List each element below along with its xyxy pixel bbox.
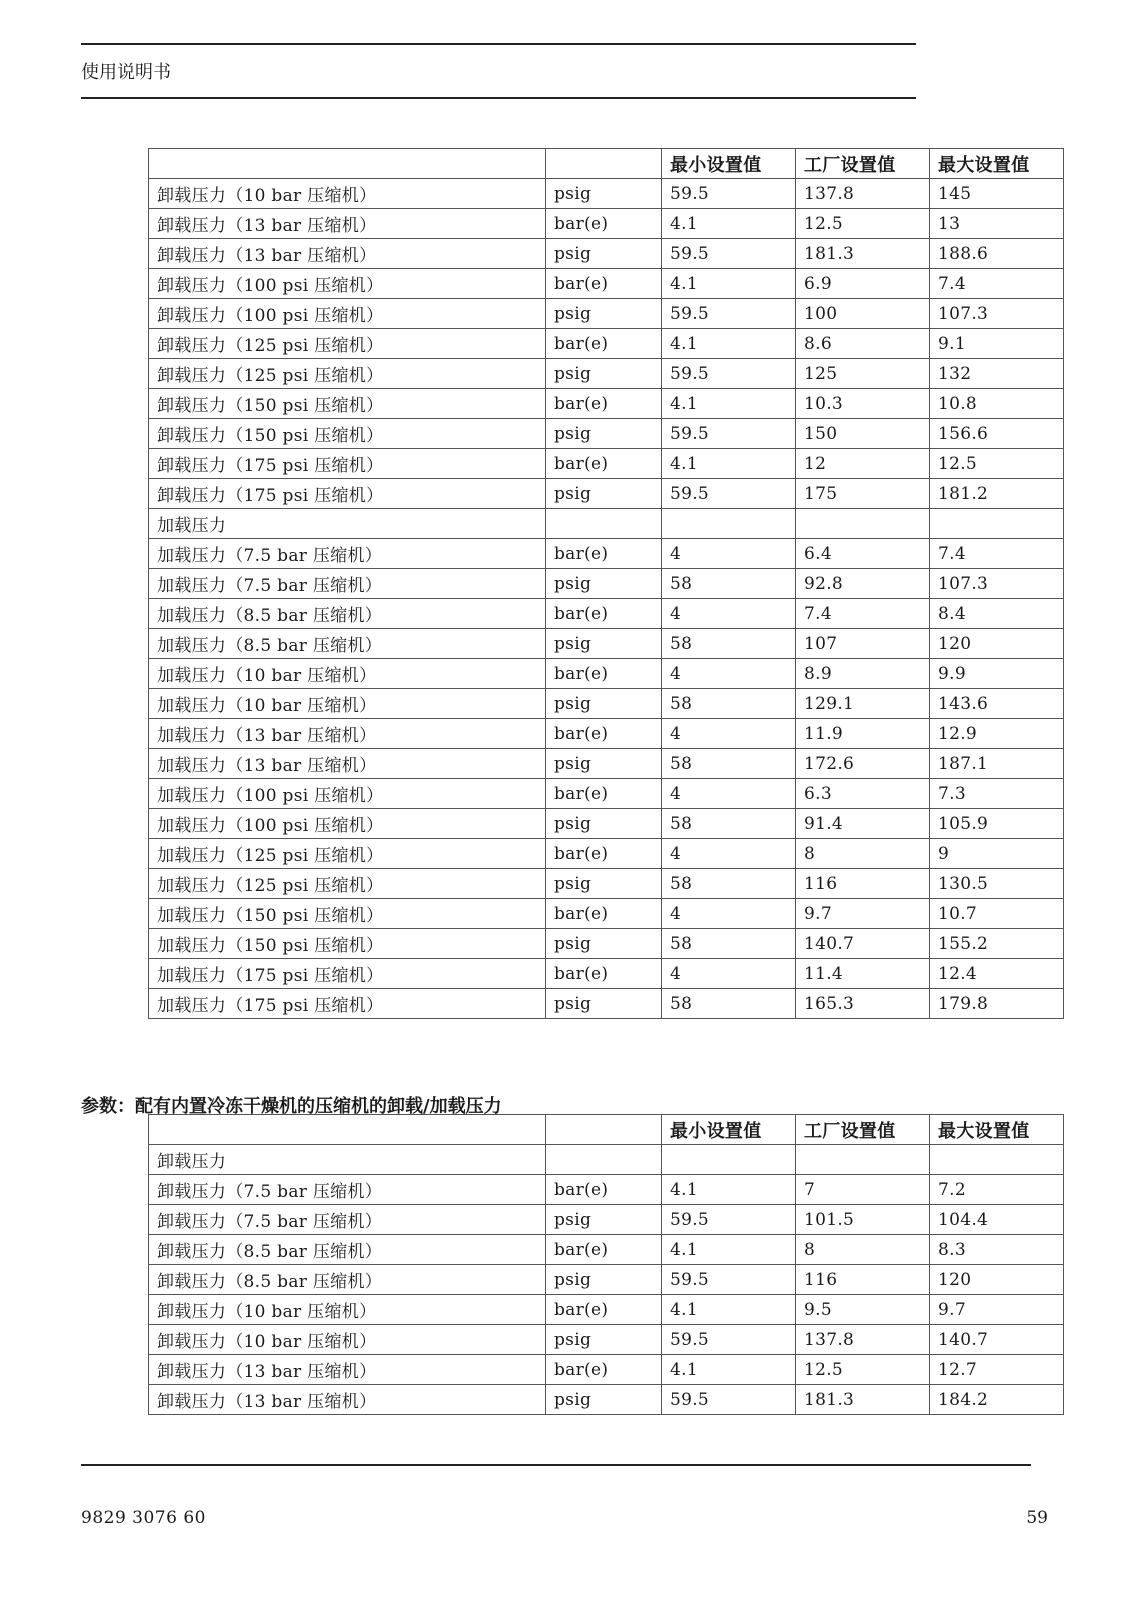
table-cell: psig [546, 1385, 662, 1415]
table-cell: 加载压力（100 psi 压缩机） [149, 809, 546, 839]
table-row [149, 1145, 1064, 1175]
table-cell [796, 1145, 930, 1175]
table-cell: 12.4 [930, 959, 1064, 989]
table-cell: 加载压力（8.5 bar 压缩机） [149, 599, 546, 629]
table-row [149, 1385, 1064, 1415]
table-cell: 4.1 [662, 1175, 796, 1205]
table-cell [930, 1145, 1064, 1175]
table-cell: 4 [662, 899, 796, 929]
table-cell: 9.1 [930, 329, 1064, 359]
table-cell: 58 [662, 929, 796, 959]
table-cell [662, 509, 796, 539]
table-cell: 107 [796, 629, 930, 659]
table-cell [796, 509, 930, 539]
table-cell: 12.5 [930, 449, 1064, 479]
table-cell: 4 [662, 659, 796, 689]
table-cell: 137.8 [796, 179, 930, 209]
table-cell: bar(e) [546, 209, 662, 239]
table-cell: 58 [662, 809, 796, 839]
table-cell: 卸载压力（100 psi 压缩机） [149, 269, 546, 299]
table-cell: 59.5 [662, 1265, 796, 1295]
table-cell: 8.6 [796, 329, 930, 359]
table-cell: bar(e) [546, 659, 662, 689]
table-row [149, 269, 1064, 299]
table-header-row [149, 149, 1064, 179]
table-cell: 7.2 [930, 1175, 1064, 1205]
table-cell: 8 [796, 839, 930, 869]
table-cell [662, 1145, 796, 1175]
table-cell: 130.5 [930, 869, 1064, 899]
table-cell: 加载压力（13 bar 压缩机） [149, 719, 546, 749]
table-cell: bar(e) [546, 599, 662, 629]
table-row [149, 719, 1064, 749]
table-cell: 卸载压力（10 bar 压缩机） [149, 1325, 546, 1355]
table-cell: 116 [796, 1265, 930, 1295]
table-cell: 卸载压力（7.5 bar 压缩机） [149, 1205, 546, 1235]
table-cell: bar(e) [546, 1355, 662, 1385]
table-row [149, 779, 1064, 809]
table-row [149, 569, 1064, 599]
table-cell: 12.9 [930, 719, 1064, 749]
table-cell: 188.6 [930, 239, 1064, 269]
table-cell: 卸载压力（150 psi 压缩机） [149, 389, 546, 419]
table-cell: 4 [662, 599, 796, 629]
table-cell: 4 [662, 539, 796, 569]
table-row [149, 359, 1064, 389]
table-cell: bar(e) [546, 1295, 662, 1325]
table-row [149, 1205, 1064, 1235]
table-cell: psig [546, 1205, 662, 1235]
unload-load-pressure-table [148, 148, 1064, 1019]
table-row [149, 1355, 1064, 1385]
table-cell: psig [546, 689, 662, 719]
table-cell: 58 [662, 869, 796, 899]
table-row [149, 599, 1064, 629]
table-cell [930, 509, 1064, 539]
table-cell: psig [546, 479, 662, 509]
table-cell: 7.4 [930, 539, 1064, 569]
column-header: 工厂设置值 [796, 1115, 930, 1145]
table-cell: 59.5 [662, 1205, 796, 1235]
table-cell: 132 [930, 359, 1064, 389]
table-cell: 加载压力（100 psi 压缩机） [149, 779, 546, 809]
table-cell: 4.1 [662, 1295, 796, 1325]
table-cell: 9.7 [796, 899, 930, 929]
table-cell: 加载压力（125 psi 压缩机） [149, 869, 546, 899]
table-cell: 加载压力（8.5 bar 压缩机） [149, 629, 546, 659]
document-number: 9829 3076 60 [81, 1508, 206, 1528]
column-header: 最小设置值 [662, 149, 796, 179]
table-cell: 104.4 [930, 1205, 1064, 1235]
document-title: 使用说明书 [81, 62, 171, 83]
table-cell: 179.8 [930, 989, 1064, 1019]
table-cell: 107.3 [930, 299, 1064, 329]
table-cell: 58 [662, 569, 796, 599]
table-cell: 59.5 [662, 1385, 796, 1415]
table-cell: 卸载压力（13 bar 压缩机） [149, 209, 546, 239]
table-cell: 10.7 [930, 899, 1064, 929]
table-cell: 140.7 [930, 1325, 1064, 1355]
table-cell: psig [546, 989, 662, 1019]
table-cell: 59.5 [662, 419, 796, 449]
table-cell: 加载压力（175 psi 压缩机） [149, 989, 546, 1019]
table-cell: 10.8 [930, 389, 1064, 419]
table-cell: 7.3 [930, 779, 1064, 809]
table-cell: 卸载压力（175 psi 压缩机） [149, 449, 546, 479]
table-cell: 9.5 [796, 1295, 930, 1325]
table-cell: 9.9 [930, 659, 1064, 689]
table-row [149, 929, 1064, 959]
table-cell: bar(e) [546, 899, 662, 929]
table-row [149, 239, 1064, 269]
table-cell: psig [546, 179, 662, 209]
table-cell: 120 [930, 1265, 1064, 1295]
column-header: 最小设置值 [662, 1115, 796, 1145]
table-cell: 加载压力（10 bar 压缩机） [149, 689, 546, 719]
table-cell: 13 [930, 209, 1064, 239]
table-cell: 卸载压力（125 psi 压缩机） [149, 329, 546, 359]
table-cell: 4.1 [662, 449, 796, 479]
column-header [149, 1115, 546, 1145]
table-cell: 卸载压力（8.5 bar 压缩机） [149, 1235, 546, 1265]
table-cell: 100 [796, 299, 930, 329]
table-cell: 卸载压力（7.5 bar 压缩机） [149, 1175, 546, 1205]
table-cell: 156.6 [930, 419, 1064, 449]
section-title: 参数：配有内置冷冻干燥机的压缩机的卸载/加载压力 [81, 1096, 502, 1117]
table-cell: 59.5 [662, 179, 796, 209]
table-cell: 卸载压力（13 bar 压缩机） [149, 239, 546, 269]
header-bottom-rule [81, 97, 916, 99]
table-cell: 8.3 [930, 1235, 1064, 1265]
table-row [149, 1265, 1064, 1295]
table-row [149, 299, 1064, 329]
column-header [546, 1115, 662, 1145]
table-row [149, 1325, 1064, 1355]
table-cell: 卸载压力（125 psi 压缩机） [149, 359, 546, 389]
table-cell: 4.1 [662, 329, 796, 359]
table-cell: 加载压力（13 bar 压缩机） [149, 749, 546, 779]
table-row [149, 959, 1064, 989]
table-cell: 加载压力（175 psi 压缩机） [149, 959, 546, 989]
table-row [149, 869, 1064, 899]
column-header: 最大设置值 [930, 149, 1064, 179]
table-row [149, 809, 1064, 839]
table-row [149, 179, 1064, 209]
table-row [149, 659, 1064, 689]
table-cell: bar(e) [546, 1235, 662, 1265]
table-row [149, 479, 1064, 509]
table-cell: 12.5 [796, 209, 930, 239]
table-cell: 10.3 [796, 389, 930, 419]
table-cell: 6.4 [796, 539, 930, 569]
table-cell: bar(e) [546, 539, 662, 569]
table-cell: 卸载压力（13 bar 压缩机） [149, 1385, 546, 1415]
table-row [149, 1175, 1064, 1205]
table-cell: psig [546, 629, 662, 659]
table-header-row [149, 1115, 1064, 1145]
table-cell: 140.7 [796, 929, 930, 959]
table-cell: 125 [796, 359, 930, 389]
table-row [149, 209, 1064, 239]
table-cell: 101.5 [796, 1205, 930, 1235]
table-row [149, 629, 1064, 659]
table-cell: psig [546, 929, 662, 959]
table-cell: 12.7 [930, 1355, 1064, 1385]
column-header: 最大设置值 [930, 1115, 1064, 1145]
table-cell: bar(e) [546, 839, 662, 869]
table-cell: 59.5 [662, 479, 796, 509]
table-row [149, 749, 1064, 779]
table-cell: bar(e) [546, 269, 662, 299]
header-top-rule [81, 43, 916, 45]
table-cell: bar(e) [546, 329, 662, 359]
table-cell: 7.4 [796, 599, 930, 629]
table-cell: 58 [662, 629, 796, 659]
table-cell [546, 1145, 662, 1175]
table-cell: 12 [796, 449, 930, 479]
table-cell: 155.2 [930, 929, 1064, 959]
table-row [149, 419, 1064, 449]
table-cell: 59.5 [662, 1325, 796, 1355]
table-cell: 4.1 [662, 1355, 796, 1385]
table-cell: 8.4 [930, 599, 1064, 629]
table-cell: 150 [796, 419, 930, 449]
table-cell: psig [546, 359, 662, 389]
table-row [149, 839, 1064, 869]
table-cell: psig [546, 1265, 662, 1295]
table-cell: 7.4 [930, 269, 1064, 299]
table-cell: psig [546, 569, 662, 599]
table-cell: bar(e) [546, 779, 662, 809]
table-cell: bar(e) [546, 449, 662, 479]
table-row [149, 389, 1064, 419]
table-cell: 卸载压力 [149, 1145, 546, 1175]
table-row [149, 1235, 1064, 1265]
table-row [149, 1295, 1064, 1325]
table-cell: 145 [930, 179, 1064, 209]
table-cell: 4.1 [662, 209, 796, 239]
table-cell: 加载压力 [149, 509, 546, 539]
table-cell: 59.5 [662, 299, 796, 329]
table-cell: 165.3 [796, 989, 930, 1019]
page-number: 59 [1026, 1508, 1048, 1528]
table-cell: psig [546, 239, 662, 269]
table-cell: 181.3 [796, 1385, 930, 1415]
table-cell: 58 [662, 749, 796, 779]
table-row [149, 509, 1064, 539]
table-cell: 137.8 [796, 1325, 930, 1355]
table-cell: 加载压力（7.5 bar 压缩机） [149, 539, 546, 569]
table-cell: 107.3 [930, 569, 1064, 599]
table-row [149, 329, 1064, 359]
dryer-unload-load-pressure-table [148, 1114, 1064, 1415]
table-cell: 4.1 [662, 1235, 796, 1265]
table-cell: psig [546, 1325, 662, 1355]
table-cell: 卸载压力（10 bar 压缩机） [149, 1295, 546, 1325]
table-cell: 187.1 [930, 749, 1064, 779]
table-cell: 卸载压力（100 psi 压缩机） [149, 299, 546, 329]
column-header: 工厂设置值 [796, 149, 930, 179]
footer-rule [81, 1464, 1031, 1466]
table-cell: 129.1 [796, 689, 930, 719]
table-cell: 4 [662, 959, 796, 989]
table-cell: 11.4 [796, 959, 930, 989]
table-cell: 4 [662, 719, 796, 749]
table-cell: 92.8 [796, 569, 930, 599]
table-cell: 181.3 [796, 239, 930, 269]
table-cell: 卸载压力（8.5 bar 压缩机） [149, 1265, 546, 1295]
table-cell: 12.5 [796, 1355, 930, 1385]
table-cell: 181.2 [930, 479, 1064, 509]
table-cell: 4 [662, 839, 796, 869]
table-row [149, 899, 1064, 929]
table-cell: 6.3 [796, 779, 930, 809]
table-cell: 143.6 [930, 689, 1064, 719]
table-cell [546, 509, 662, 539]
table-cell: 184.2 [930, 1385, 1064, 1415]
table-cell: 58 [662, 689, 796, 719]
table-cell: 58 [662, 989, 796, 1019]
table-cell: 4 [662, 779, 796, 809]
table-cell: psig [546, 749, 662, 779]
table-cell: psig [546, 299, 662, 329]
table-cell: 91.4 [796, 809, 930, 839]
table-cell: bar(e) [546, 389, 662, 419]
table-cell: 加载压力（7.5 bar 压缩机） [149, 569, 546, 599]
table-cell: bar(e) [546, 719, 662, 749]
table-cell: 116 [796, 869, 930, 899]
table-cell: 加载压力（150 psi 压缩机） [149, 929, 546, 959]
table-cell: 6.9 [796, 269, 930, 299]
table-cell: 加载压力（150 psi 压缩机） [149, 899, 546, 929]
table-row [149, 989, 1064, 1019]
column-header [149, 149, 546, 179]
table-cell: 加载压力（10 bar 压缩机） [149, 659, 546, 689]
column-header [546, 149, 662, 179]
table-cell: 105.9 [930, 809, 1064, 839]
table-cell: psig [546, 809, 662, 839]
table-cell: 加载压力（125 psi 压缩机） [149, 839, 546, 869]
table-cell: 卸载压力（150 psi 压缩机） [149, 419, 546, 449]
table-cell: 9.7 [930, 1295, 1064, 1325]
table-cell: 9 [930, 839, 1064, 869]
table-row [149, 449, 1064, 479]
table-cell: 4.1 [662, 269, 796, 299]
table-cell: 59.5 [662, 239, 796, 269]
table-cell: 卸载压力（10 bar 压缩机） [149, 179, 546, 209]
table-row [149, 539, 1064, 569]
table-cell: 120 [930, 629, 1064, 659]
table-cell: 8.9 [796, 659, 930, 689]
table-cell: 7 [796, 1175, 930, 1205]
table-cell: psig [546, 419, 662, 449]
table-cell: 172.6 [796, 749, 930, 779]
table-cell: 4.1 [662, 389, 796, 419]
table-cell: 59.5 [662, 359, 796, 389]
table-cell: bar(e) [546, 959, 662, 989]
table-row [149, 689, 1064, 719]
table-cell: 卸载压力（175 psi 压缩机） [149, 479, 546, 509]
table-cell: 175 [796, 479, 930, 509]
table-cell: 卸载压力（13 bar 压缩机） [149, 1355, 546, 1385]
table-cell: 11.9 [796, 719, 930, 749]
table-cell: bar(e) [546, 1175, 662, 1205]
table-cell: psig [546, 869, 662, 899]
table-cell: 8 [796, 1235, 930, 1265]
